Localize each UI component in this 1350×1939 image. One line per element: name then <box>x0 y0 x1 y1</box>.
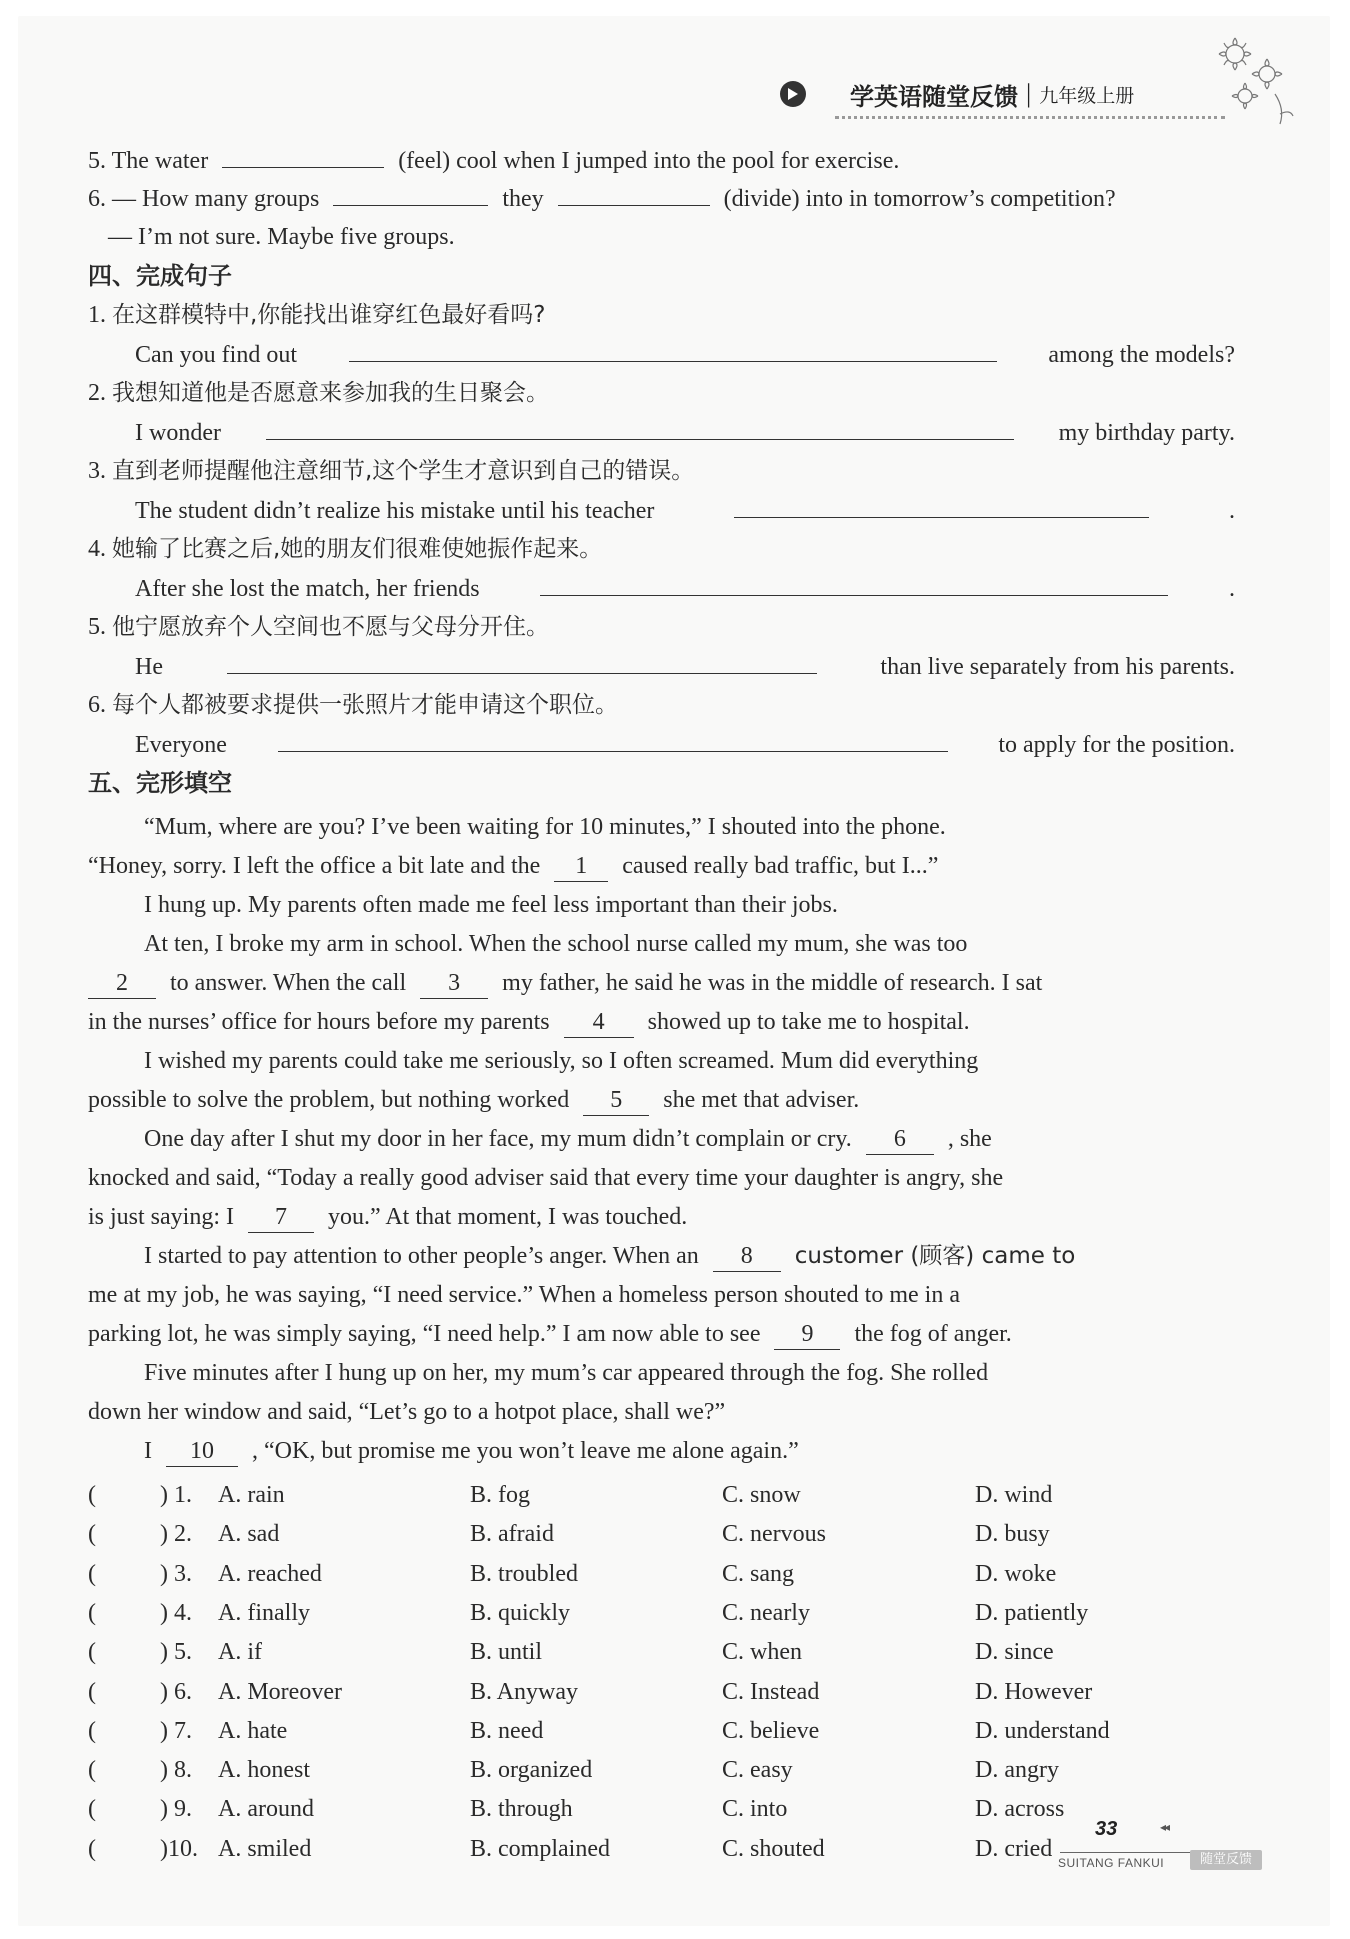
option-d[interactable]: D. However <box>975 1678 1093 1705</box>
book-title: 学英语随堂反馈 <box>850 82 1018 111</box>
s4-q1-english: Can you find out among the models? <box>135 335 1235 373</box>
s4-q4-english: After she lost the match, her friends . <box>135 569 1235 607</box>
option-c[interactable]: C. nearly <box>722 1599 810 1626</box>
page-number: 33 <box>1095 1818 1118 1840</box>
question-number: ) 6. <box>160 1678 192 1705</box>
option-d[interactable]: D. since <box>975 1639 1054 1666</box>
option-d[interactable]: D. angry <box>975 1757 1059 1784</box>
header-dotted-rule <box>835 116 1225 119</box>
answer-paren[interactable]: ( <box>88 1482 96 1508</box>
passage-line: “Honey, sorry. I left the office a bit late and the 1 caused really bad traffic, but I...” <box>88 847 1234 885</box>
answer-paren[interactable]: ( <box>88 1757 96 1784</box>
answer-blank[interactable] <box>333 179 488 206</box>
s4-q3-english: The student didn’t realize his mistake until his teacher . <box>135 491 1235 529</box>
answer-paren[interactable]: ( <box>88 1560 96 1587</box>
passage-line: I hung up. My parents often made me feel less important than their jobs. <box>144 892 838 918</box>
option-b[interactable]: B. troubled <box>470 1560 578 1587</box>
option-a[interactable]: A. smiled <box>218 1835 312 1862</box>
option-a[interactable]: A. sad <box>218 1521 280 1548</box>
option-d[interactable]: D. patiently <box>975 1599 1089 1626</box>
answer-paren[interactable]: ( <box>88 1599 96 1626</box>
option-d[interactable]: D. understand <box>975 1717 1110 1744</box>
option-b[interactable]: B. Anyway <box>470 1678 578 1705</box>
arrows-icon: ◂◂ <box>1160 1820 1169 1834</box>
answer-paren[interactable]: ( <box>88 1521 96 1548</box>
option-a[interactable]: A. finally <box>218 1599 310 1626</box>
option-a[interactable]: A. Moreover <box>218 1678 342 1705</box>
cloze-blank-3[interactable]: 3 <box>420 968 488 999</box>
option-c[interactable]: C. Instead <box>722 1678 820 1705</box>
option-b[interactable]: B. fog <box>470 1482 530 1508</box>
cloze-blank-6[interactable]: 6 <box>866 1124 934 1155</box>
option-b[interactable]: B. through <box>470 1796 573 1823</box>
passage-line: I started to pay attention to other people’s anger. When an 8 customer (顾客) came to <box>144 1237 1234 1275</box>
answer-paren[interactable]: ( <box>88 1678 96 1705</box>
passage-line: parking lot, he was simply saying, “I need help.” I am now able to see 9 the fog of anger. <box>88 1315 1234 1353</box>
question-number: ) 7. <box>160 1717 192 1744</box>
option-b[interactable]: B. complained <box>470 1835 610 1862</box>
option-c[interactable]: C. when <box>722 1639 802 1666</box>
option-c[interactable]: C. into <box>722 1796 788 1823</box>
s4-q5-chinese: 5. 他宁愿放弃个人空间也不愿与父母分开住。 <box>88 614 549 640</box>
option-a[interactable]: A. if <box>218 1639 262 1666</box>
exercise-line-s3-q5: 5. The water (feel) cool when I jumped into the pool for exercise. <box>88 141 1238 179</box>
s4-q5-english: He than live separately from his parents. <box>135 647 1235 685</box>
header-separator: | <box>1026 79 1032 108</box>
section-title-complete-sentences: 四、完成句子 <box>88 262 232 290</box>
option-b[interactable]: B. afraid <box>470 1521 554 1548</box>
passage-line: down her window and said, “Let’s go to a hotpot place, shall we?” <box>88 1399 726 1425</box>
answer-blank[interactable] <box>349 335 997 362</box>
option-c[interactable]: C. sang <box>722 1560 794 1587</box>
option-a[interactable]: A. around <box>218 1796 314 1823</box>
question-number: ) 5. <box>160 1639 192 1666</box>
option-b[interactable]: B. need <box>470 1717 544 1744</box>
s4-q2-english: I wonder my birthday party. <box>135 413 1235 451</box>
option-a[interactable]: A. hate <box>218 1717 288 1744</box>
grade-label: 九年级上册 <box>1039 84 1135 107</box>
question-number: ) 4. <box>160 1599 192 1626</box>
answer-blank[interactable] <box>278 725 948 752</box>
option-b[interactable]: B. organized <box>470 1757 593 1784</box>
s4-q4-chinese: 4. 她输了比赛之后,她的朋友们很难使她振作起来。 <box>88 536 603 562</box>
option-c[interactable]: C. snow <box>722 1482 801 1508</box>
play-icon <box>780 81 806 107</box>
passage-line: I wished my parents could take me seriously, so I often screamed. Mum did everything <box>144 1048 979 1074</box>
question-number: ) 8. <box>160 1757 192 1784</box>
passage-line: is just saying: I 7 you.” At that moment, I was touched. <box>88 1198 1234 1236</box>
cloze-blank-5[interactable]: 5 <box>583 1085 649 1116</box>
passage-line: I 10 , “OK, but promise me you won’t leave me alone again.” <box>144 1432 1234 1470</box>
cloze-blank-4[interactable]: 4 <box>564 1007 634 1038</box>
passage-line: At ten, I broke my arm in school. When the school nurse called my mum, she was too <box>144 931 968 957</box>
question-number: ) 9. <box>160 1796 192 1823</box>
passage-line: in the nurses’ office for hours before my parents 4 showed up to take me to hospital. <box>88 1003 1234 1041</box>
question-number: )10. <box>160 1835 198 1862</box>
option-a[interactable]: A. honest <box>218 1757 310 1784</box>
s4-q3-chinese: 3. 直到老师提醒他注意细节,这个学生才意识到自己的错误。 <box>88 458 695 484</box>
sunflower-decoration-icon <box>1205 24 1305 134</box>
cloze-blank-2[interactable]: 2 <box>88 968 156 999</box>
answer-paren[interactable]: ( <box>88 1639 96 1666</box>
option-c[interactable]: C. believe <box>722 1717 820 1744</box>
answer-blank[interactable] <box>540 569 1168 596</box>
passage-line: “Mum, where are you? I’ve been waiting for 10 minutes,” I shouted into the phone. <box>144 814 946 840</box>
question-number: ) 3. <box>160 1560 192 1587</box>
answer-blank[interactable] <box>266 413 1014 440</box>
option-a[interactable]: A. rain <box>218 1482 285 1508</box>
cloze-blank-8[interactable]: 8 <box>713 1241 781 1272</box>
cloze-blank-10[interactable]: 10 <box>166 1436 238 1467</box>
option-d[interactable]: D. cried <box>975 1835 1053 1862</box>
answer-blank[interactable] <box>227 647 817 674</box>
answer-paren[interactable]: ( <box>88 1796 96 1823</box>
option-c[interactable]: C. easy <box>722 1757 793 1784</box>
question-number: ) 2. <box>160 1521 192 1548</box>
question-number: ) 1. <box>160 1482 192 1508</box>
passage-line: 2 to answer. When the call 3 my father, he said he was in the middle of research. I sat <box>88 964 1234 1002</box>
option-d[interactable]: D. woke <box>975 1560 1057 1587</box>
cloze-blank-7[interactable]: 7 <box>248 1202 314 1233</box>
passage-line: knocked and said, “Today a really good adviser said that every time your daughter is angry, she <box>88 1165 1004 1191</box>
option-d[interactable]: D. busy <box>975 1521 1050 1548</box>
s4-q2-chinese: 2. 我想知道他是否愿意来参加我的生日聚会。 <box>88 380 549 406</box>
answer-blank[interactable] <box>222 141 384 168</box>
s4-q6-chinese: 6. 每个人都被要求提供一张照片才能申请这个职位。 <box>88 692 618 718</box>
answer-paren[interactable]: ( <box>88 1835 96 1862</box>
answer-blank[interactable] <box>558 179 710 206</box>
exercise-line-s3-q6: 6. — How many groups they (divide) into in tomorrow’s competition? <box>88 179 1238 217</box>
option-c[interactable]: C. shouted <box>722 1835 825 1862</box>
option-d[interactable]: D. wind <box>975 1482 1053 1508</box>
page-header <box>780 74 1134 114</box>
footer-brand-badge: 随堂反馈 <box>1190 1850 1262 1870</box>
section-title-cloze: 五、完形填空 <box>88 769 232 797</box>
answer-paren[interactable]: ( <box>88 1717 96 1744</box>
passage-line: possible to solve the problem, but nothing worked 5 she met that adviser. <box>88 1081 1234 1119</box>
option-b[interactable]: B. quickly <box>470 1599 570 1626</box>
passage-line: Five minutes after I hung up on her, my mum’s car appeared through the fog. She rolled <box>144 1360 989 1386</box>
passage-line: me at my job, he was saying, “I need service.” When a homeless person shouted to me in a <box>88 1282 960 1308</box>
option-a[interactable]: A. reached <box>218 1560 322 1587</box>
footer-brand-en: SUITANG FANKUI <box>1058 1856 1165 1870</box>
passage-line: One day after I shut my door in her face, my mum didn’t complain or cry. 6 , she <box>144 1120 1234 1158</box>
s4-q6-english: Everyone to apply for the position. <box>135 725 1235 763</box>
answer-blank[interactable] <box>734 491 1149 518</box>
option-c[interactable]: C. nervous <box>722 1521 826 1548</box>
option-d[interactable]: D. across <box>975 1796 1065 1823</box>
cloze-blank-9[interactable]: 9 <box>774 1319 840 1350</box>
s4-q1-chinese: 1. 在这群模特中,你能找出谁穿红色最好看吗? <box>88 302 546 328</box>
option-b[interactable]: B. until <box>470 1639 543 1666</box>
cloze-blank-1[interactable]: 1 <box>554 851 608 882</box>
exercise-line-s3-q6-answer: — I’m not sure. Maybe five groups. <box>108 224 455 250</box>
